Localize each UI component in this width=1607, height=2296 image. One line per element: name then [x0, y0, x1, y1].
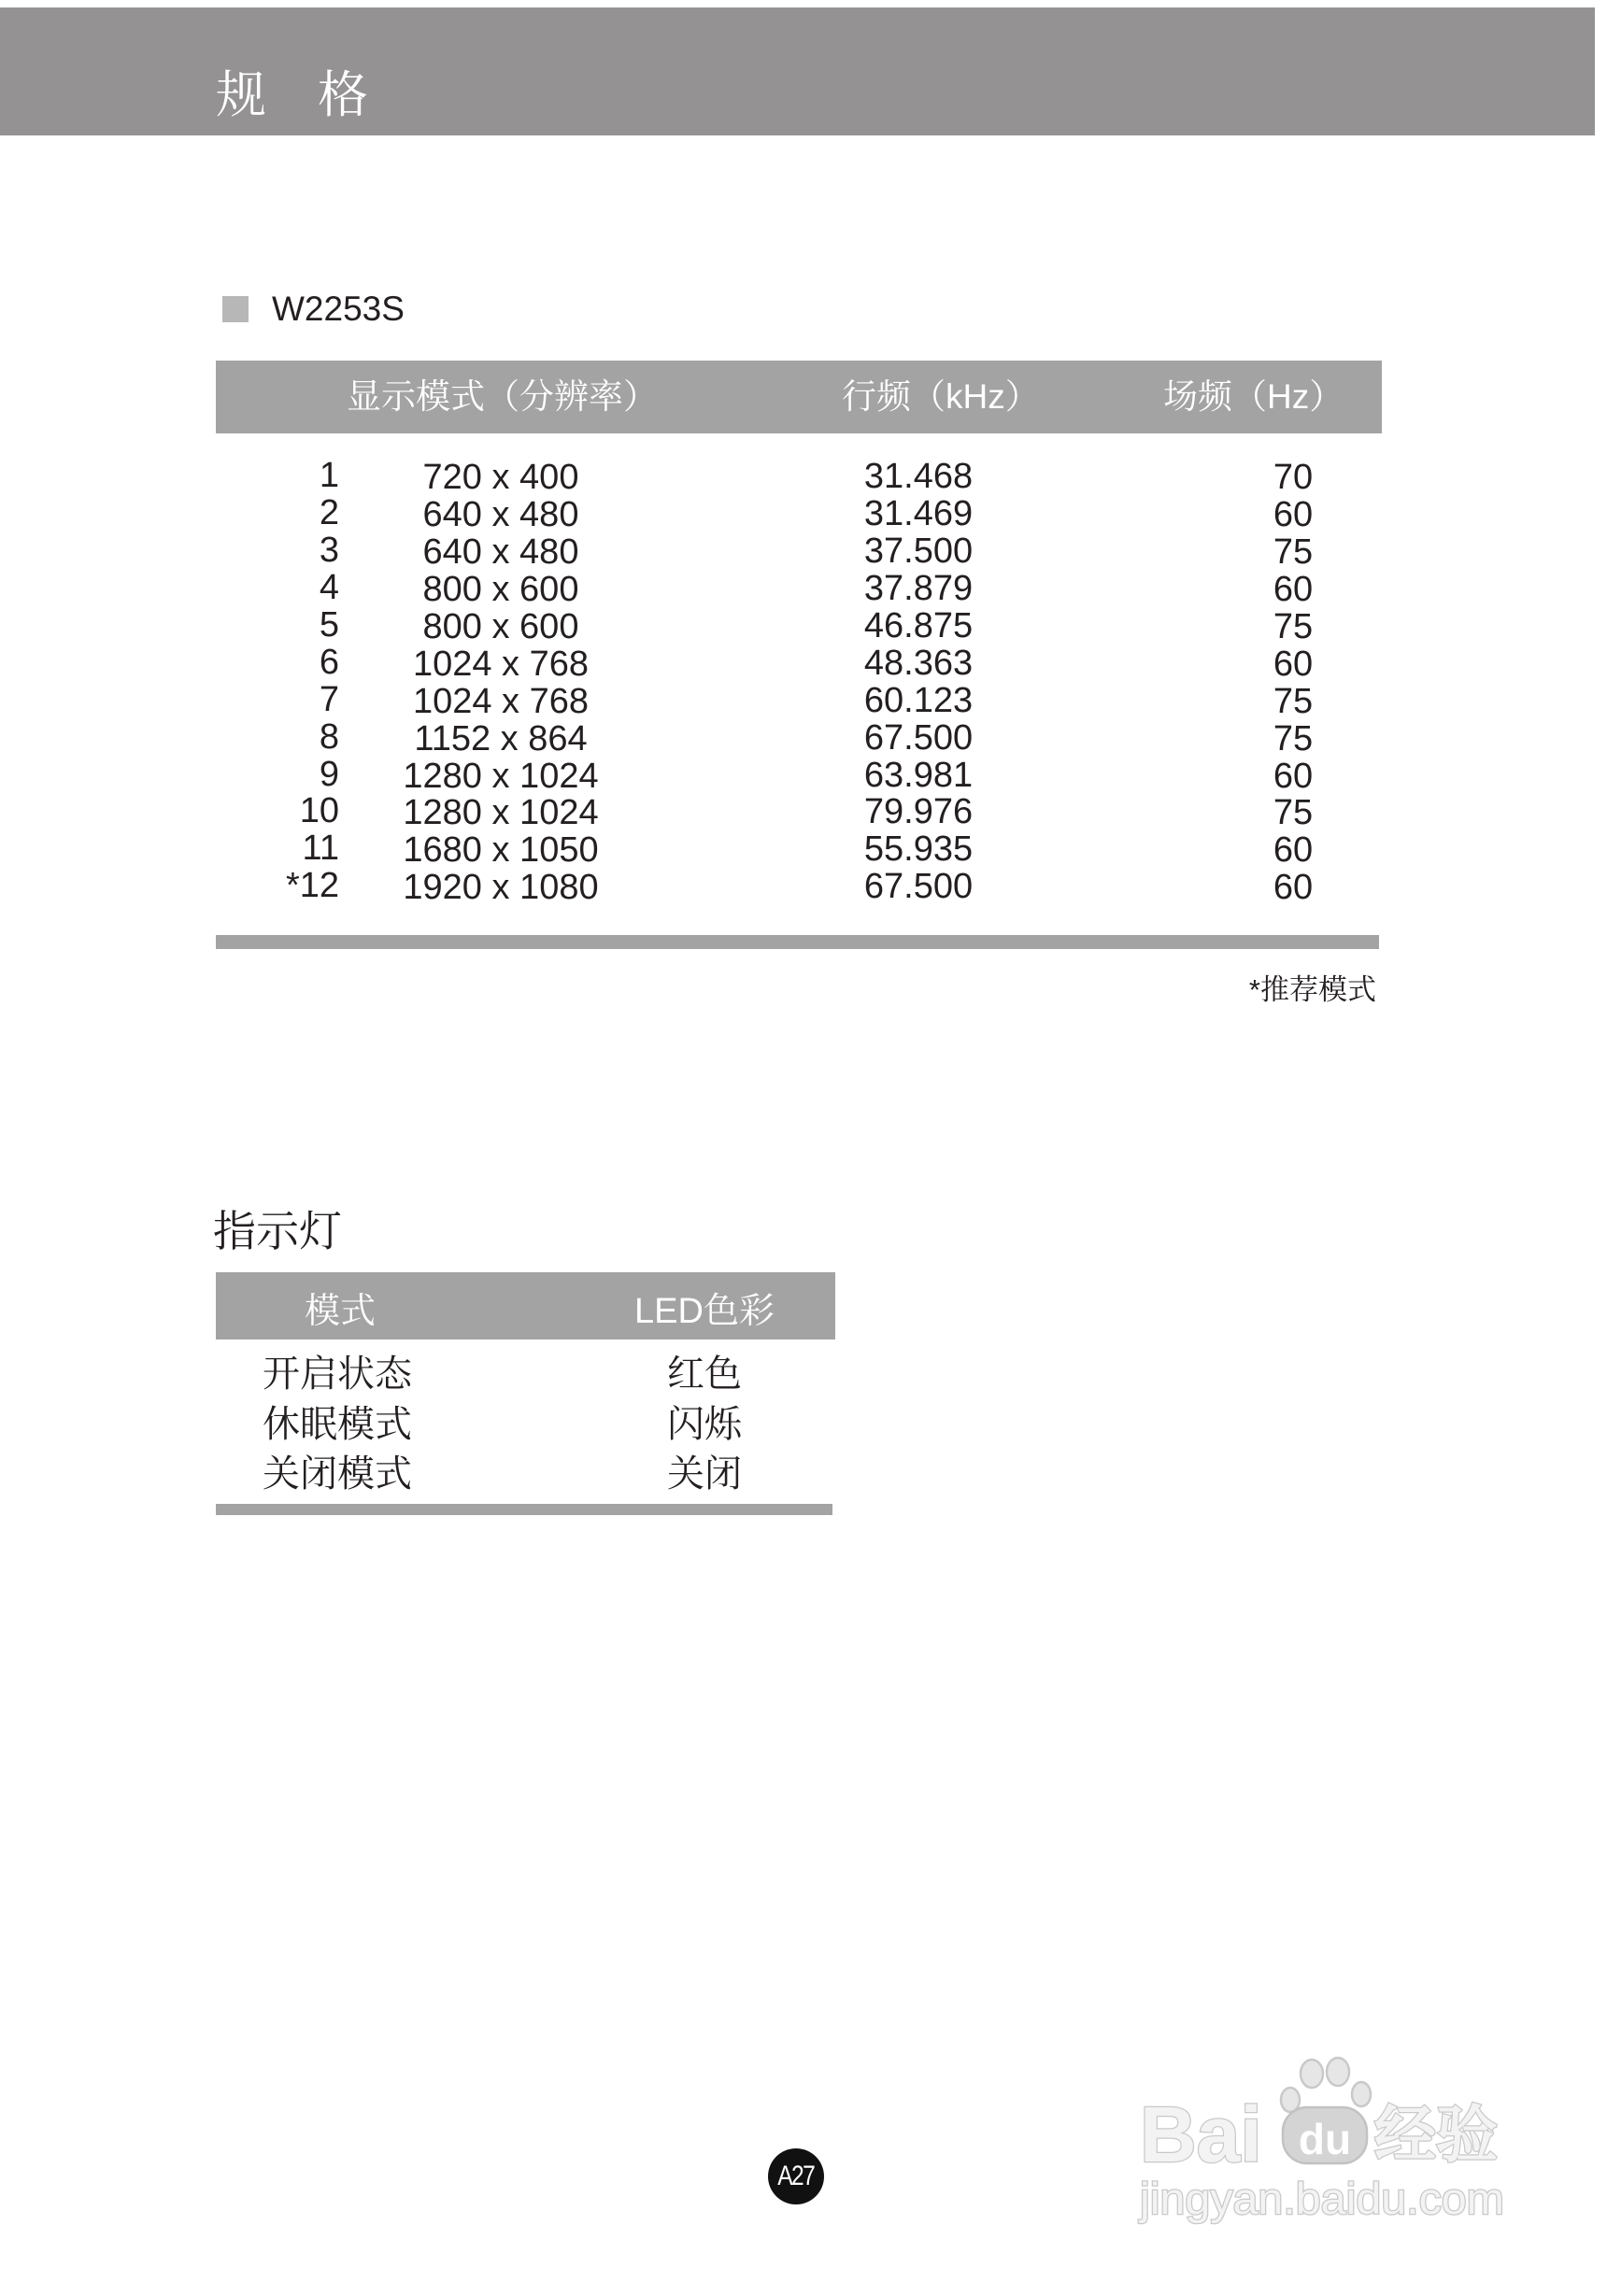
row-resolution: 720 x 400 [422, 458, 579, 497]
indicator-mode: 关闭模式 [263, 1453, 412, 1495]
row-resolution: 640 x 480 [422, 494, 579, 534]
column-header-vertical-frequency: 场频（Hz） [1163, 377, 1344, 416]
list-item [0, 1349, 1607, 1399]
indicator-led-color: 红色 [667, 1354, 742, 1395]
row-resolution: 1920 x 1080 [403, 868, 599, 908]
page-number: A27 [777, 2161, 815, 2191]
row-horizontal-frequency: 60.123 [863, 680, 974, 720]
row-index: *12 [285, 866, 339, 906]
row-vertical-frequency: 60 [1273, 830, 1314, 871]
row-vertical-frequency: 60 [1273, 569, 1314, 609]
table-row [0, 456, 1607, 497]
row-vertical-frequency: 75 [1273, 531, 1314, 572]
table-row [0, 754, 1607, 796]
recommended-mode-footnote: *推荐模式 [1248, 973, 1376, 1006]
row-vertical-frequency: 60 [1273, 644, 1314, 684]
watermark-brand-right: 经验 [1374, 2100, 1498, 2169]
indicator-table-bottom-rule [216, 1504, 832, 1515]
indicator-led-color: 关闭 [667, 1453, 742, 1495]
indicator-led-color: 闪烁 [667, 1403, 742, 1445]
indicator-table-body [0, 1349, 1607, 1499]
row-vertical-frequency: 75 [1273, 681, 1314, 721]
row-resolution: 640 x 480 [422, 531, 579, 572]
table-row [0, 831, 1607, 869]
table-row [0, 791, 1607, 833]
row-index: 6 [319, 642, 339, 682]
baidu-jingyan-watermark [1135, 2036, 1509, 2232]
table-row [0, 567, 1607, 609]
row-vertical-frequency: 70 [1273, 458, 1314, 497]
table-row [0, 492, 1607, 534]
column-header-led-color: LED色彩 [634, 1292, 775, 1331]
row-index: 11 [302, 829, 339, 869]
indicator-mode: 休眠模式 [263, 1403, 412, 1445]
table-row [0, 530, 1607, 572]
row-index: 10 [299, 791, 339, 831]
bullet-square-icon [222, 296, 249, 322]
row-horizontal-frequency: 48.363 [863, 643, 974, 683]
table-row [0, 716, 1607, 758]
row-index: 8 [319, 716, 339, 757]
row-horizontal-frequency: 63.981 [863, 755, 974, 795]
row-index: 3 [319, 530, 339, 570]
table-row [0, 866, 1607, 908]
row-resolution: 1024 x 768 [412, 644, 590, 684]
list-item [0, 1449, 1607, 1499]
row-resolution: 1024 x 768 [412, 681, 590, 721]
table-row [0, 604, 1607, 646]
indicator-section-title: 指示灯 [213, 1207, 342, 1255]
page-title: 规 格 [216, 67, 388, 123]
row-index: 1 [319, 456, 339, 495]
row-horizontal-frequency: 55.935 [863, 829, 974, 870]
row-index: 7 [319, 679, 339, 719]
watermark-url: jingyan.baidu.com [1137, 2174, 1504, 2223]
row-horizontal-frequency: 37.500 [863, 531, 974, 571]
row-resolution: 1680 x 1050 [403, 830, 599, 871]
row-resolution: 1280 x 1024 [403, 756, 599, 796]
watermark-brand-left: Bai [1140, 2090, 1262, 2178]
page-number-badge [768, 2148, 824, 2204]
row-resolution: 1280 x 1024 [403, 793, 599, 833]
row-resolution: 800 x 600 [422, 569, 579, 609]
row-horizontal-frequency: 46.875 [863, 605, 974, 645]
row-vertical-frequency: 60 [1273, 756, 1314, 796]
row-resolution: 800 x 600 [422, 606, 579, 646]
watermark-brand-paw: du [1298, 2115, 1352, 2163]
row-vertical-frequency: 60 [1273, 868, 1314, 908]
model-name: W2253S [272, 290, 405, 328]
row-horizontal-frequency: 67.500 [863, 867, 974, 907]
row-vertical-frequency: 60 [1273, 494, 1314, 534]
row-index: 9 [319, 754, 339, 794]
row-horizontal-frequency: 37.879 [863, 568, 974, 608]
row-index: 2 [319, 492, 339, 532]
row-horizontal-frequency: 67.500 [863, 717, 974, 758]
indicator-mode: 开启状态 [263, 1354, 412, 1395]
table-row [0, 642, 1607, 684]
column-header-horizontal-frequency: 行频（kHz） [842, 377, 1040, 416]
row-horizontal-frequency: 31.468 [863, 457, 974, 496]
row-index: 5 [319, 604, 339, 645]
list-item [0, 1399, 1607, 1450]
row-resolution: 1152 x 864 [414, 718, 588, 758]
row-horizontal-frequency: 31.469 [863, 493, 974, 533]
row-vertical-frequency: 75 [1273, 793, 1314, 833]
table-row [0, 679, 1607, 721]
timing-table-bottom-rule [216, 935, 1379, 949]
row-vertical-frequency: 75 [1273, 718, 1314, 758]
row-horizontal-frequency: 79.976 [863, 792, 974, 832]
column-header-mode: 模式 [304, 1292, 376, 1331]
column-header-resolution: 显示模式（分辨率） [347, 377, 658, 416]
row-vertical-frequency: 75 [1273, 606, 1314, 646]
timing-table-body [0, 456, 1607, 908]
row-index: 4 [319, 567, 339, 607]
